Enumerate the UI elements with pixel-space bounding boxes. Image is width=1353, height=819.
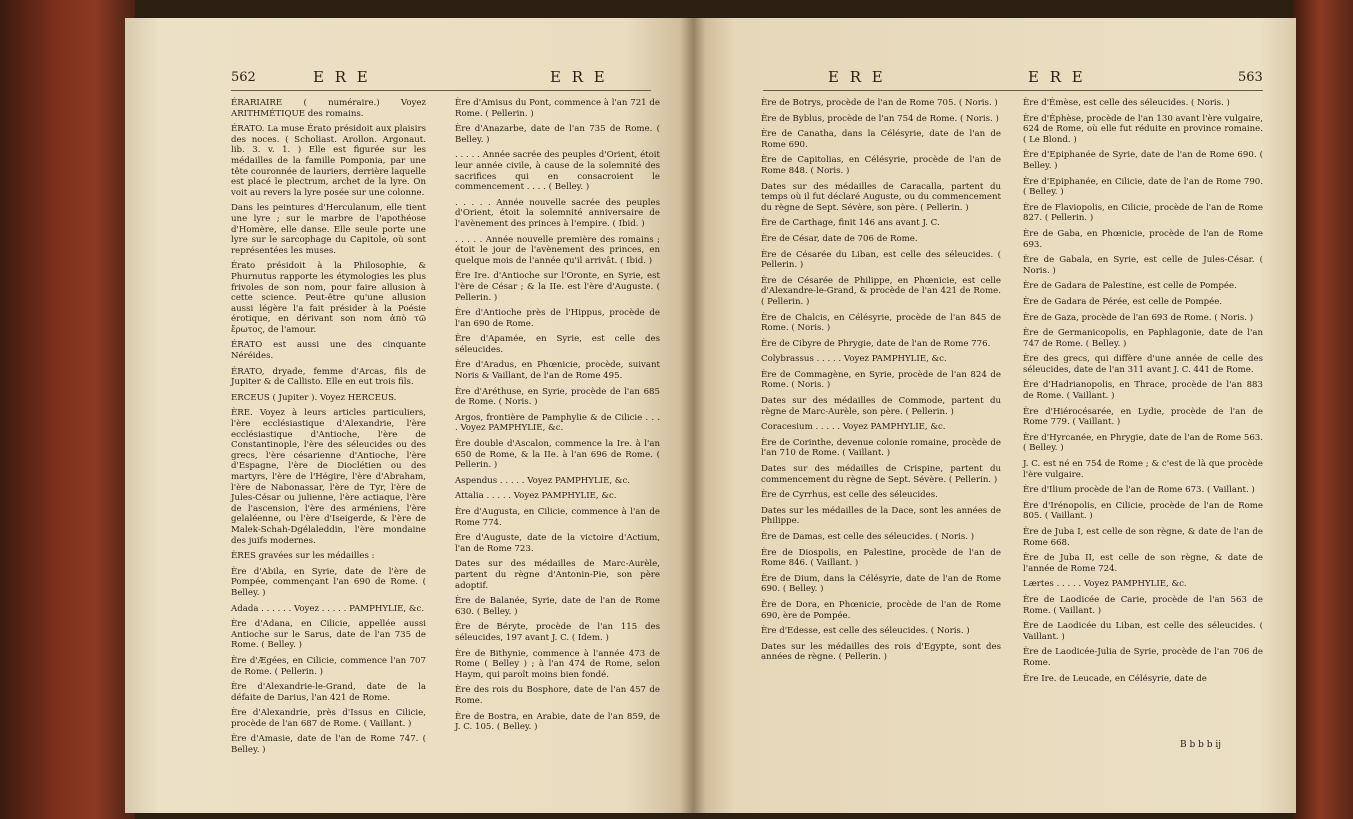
entry-paragraph: J. C. est né en 754 de Rome ; & c'est de là que procède l'ère vulgaire.	[1023, 459, 1263, 480]
page-number-left: 562	[231, 70, 256, 85]
entry-paragraph: Ère de Flaviopolis, en Cilicie, procède de l'an de Rome 827. ( Pellerin. )	[1023, 202, 1263, 224]
entry-paragraph: Ère d'Auguste, date de la victoire d'Actium, l'an de Rome 723.	[455, 533, 660, 554]
entry-paragraph: Ère d'Émèse, est celle des séleucides. ( Noris. )	[1023, 98, 1230, 108]
right-page-column-2	[1023, 98, 1263, 689]
left-page-column-1	[231, 98, 426, 761]
running-head-left-col1: E R E	[313, 68, 371, 86]
running-head-left-col2: E R E	[550, 68, 608, 86]
entry-paragraph: Ère d'Apamée, en Syrie, est celle des séleucides.	[455, 334, 660, 355]
entry-paragraph: Ère d'Edesse, est celle des séleucides. ( Noris. )	[761, 626, 970, 637]
entry-paragraph: Ère d'Hyrcanée, en Phrygie, date de l'an de Rome 563. ( Belley. )	[1023, 432, 1263, 454]
entry-paragraph: Ère d'Alexandrie, près d'Issus en Cilicie, procède de l'an 687 de Rome. ( Vaillant. )	[231, 708, 426, 729]
entry-paragraph: Dates sur des médailles de Crispine, partent du commencement du règne de Sept. Sévère. ( Pellerin. )	[761, 464, 1001, 485]
entry-paragraph: . . . . . Année nouvelle première des romains ; étoit le jour de l'avènement des princes, en quelque mois de l'année qu'il arrivât. ( Ibid. )	[455, 234, 660, 266]
entry-paragraph: Ère de Gadara de Pérée, est celle de Pompée.	[1023, 296, 1223, 307]
header-rule	[231, 90, 651, 91]
entry-paragraph: Ère double d'Ascalon, commence la Ire. à l'an 650 de Rome, & la IIe. à l'an 696 de Rome. ( Pellerin. )	[455, 439, 660, 471]
entry-paragraph: Ère d'Ægées, en Cilicie, commence l'an 707 de Rome. ( Pellerin. )	[231, 655, 426, 677]
entry-paragraph: Ère d'Alexandrie-le-Grand, date de la défaite de Darius, l'an 421 de Rome.	[231, 682, 426, 703]
entry-paragraph: Ère de Byblus, procède de l'an 754 de Rome. ( Noris. )	[761, 113, 999, 124]
right-page-column-1	[761, 98, 1001, 668]
entry-paragraph: Ère de Gaba, en Phœnicie, procède de l'an de Rome 693.	[1023, 228, 1263, 250]
entry-paragraph: Érato présidoit à la Philosophie, & Phurnutus rapporte les étymologies les plus frivoles de son nom, pour faire allusion à cette science. Peut-être qu'une allusion aussi légère l'a fait présider à la Poésie érotique, en dérivant son nom ἀπὸ τῶ ἔρωτος, de l'amour.	[231, 261, 426, 335]
entry-paragraph: Ère des grecs, qui diffère d'une année de celle des séleucides, date de l'an 311 avant J. C. 441 de Rome.	[1023, 354, 1263, 375]
entry-paragraph: Ère de Cibyre de Phrygie, date de l'an de Rome 776.	[761, 338, 991, 349]
entry-paragraph: . . . . . Année nouvelle sacrée des peuples d'Orient, étoit la solemnité anniversaire de l'avènement des princes à l'empire. ( Ibid. )	[455, 197, 660, 229]
entry-paragraph: Ère d'Aradus, en Phœnicie, procède, suivant Noris & Vaillant, de l'an de Rome 495.	[455, 360, 660, 382]
entry-paragraph: Ère de Laodicée du Liban, est celle des séleucides. ( Vaillant. )	[1023, 621, 1263, 642]
entry-paragraph: Ère d'Éphèse, procède de l'an 130 avant l'ère vulgaire, 624 de Rome, où elle fut réduite en province romaine. ( Le Blond. )	[1023, 113, 1263, 145]
entry-paragraph: Ère Ire. de Leucade, en Célésyrie, date de	[1023, 673, 1207, 684]
entry-paragraph: Attalia . . . . . Voyez PAMPHYLIE, &c.	[455, 491, 617, 502]
entry-paragraph: Dates sur les médailles de la Dace, sont les années de Philippe.	[761, 505, 1001, 527]
entry-paragraph: Ère de Juba II, est celle de son règne, & date de l'année de Rome 724.	[1023, 553, 1263, 574]
entry-paragraph: Ère de Germanicopolis, en Paphlagonie, date de l'an 747 de Rome. ( Belley. )	[1023, 328, 1263, 349]
entry-paragraph: Ère d'Hiérocésarée, en Lydie, procède de l'an de Rome 779. ( Vaillant. )	[1023, 406, 1263, 428]
entry-paragraph: Ère de Béryte, procède de l'an 115 des séleucides, 197 avant J. C. ( Idem. )	[455, 622, 660, 643]
entry-paragraph: Ère d'Anazarbe, date de l'an 735 de Rome. ( Belley. )	[455, 124, 660, 145]
entry-paragraph: Ère de Dium, dans la Célésyrie, date de l'an de Rome 690. ( Belley. )	[761, 573, 1001, 595]
entry-paragraph: Dans les peintures d'Herculanum, elle tient une lyre ; sur le marbre de l'apothéose d'Homère, elle danse. Elle seule porte une lyre sur le sarcophage du Capitole, où sont représentées les muses.	[231, 203, 426, 256]
entry-paragraph: Ère d'Hadrianopolis, en Thrace, procède de l'an 883 de Rome. ( Vaillant. )	[1023, 380, 1263, 402]
running-head-right-col1: E R E	[828, 68, 886, 86]
entry-paragraph: Ère de Laodicée-Julia de Syrie, procède de l'an 706 de Rome.	[1023, 647, 1263, 668]
entry-paragraph: Ère de Bithynie, commence à l'année 473 de Rome ( Belley ) ; à l'an 474 de Rome, selon Haym, qui paroît moins bien fondé.	[455, 648, 660, 680]
entry-paragraph: Ère de Capitolias, en Célésyrie, procède de l'an de Rome 848. ( Noris. )	[761, 155, 1001, 176]
entry-paragraph: Ère de Diospolis, en Palestine, procède de l'an de Rome 846. ( Vaillant. )	[761, 547, 1001, 569]
entry-paragraph: Ère d'Aréthuse, en Syrie, procède de l'an 685 de Rome. ( Noris. )	[455, 386, 660, 408]
entry-paragraph: Ère de Gadara de Palestine, est celle de Pompée.	[1023, 281, 1237, 292]
entry-paragraph: ERCEUS ( Jupiter ). Voyez HERCEUS.	[231, 392, 397, 403]
running-head-right-col2: E R E	[1028, 68, 1086, 86]
entry-paragraph: Ère de Commagène, en Syrie, procède de l'an 824 de Rome. ( Noris. )	[761, 369, 1001, 391]
entry-paragraph: ÉRATO. La muse Érato présidoit aux plaisirs des noces. ( Scholiast. Arollon. Argonaut. lib. 3. v. 1. ) Elle est figurée sur les médailles de la famille Pomponia, par une tête couronnée de lauriers, derrière laquelle est placé le plectrum, archet de la lyre. On voit au revers la lyre posée sur une colonne.	[231, 124, 426, 198]
entry-paragraph: Dates sur des médailles de Caracalla, partent du temps où il fut déclaré Auguste, ou du commencement du règne de Sept. Sévère, son père. ( Pellerin. )	[761, 181, 1001, 213]
entry-paragraph: Ère Ire. d'Antioche sur l'Oronte, en Syrie, est l'ère de César ; & la IIe. est l'ère d'Auguste. ( Pellerin. )	[455, 271, 660, 303]
entry-paragraph: Ère d'Ilium procède de l'an de Rome 673. ( Vaillant. )	[1023, 485, 1255, 496]
entry-paragraph: Ère de Laodicée de Carie, procède de l'an 563 de Rome. ( Vaillant. )	[1023, 594, 1263, 616]
entry-paragraph: Ère de Carthage, finit 146 ans avant J. C.	[761, 218, 940, 229]
entry-paragraph: Ère de Dora, en Phœnicie, procède de l'an de Rome 690, ère de Pompée.	[761, 599, 1001, 621]
entry-paragraph: Ère de Gaza, procède de l'an 693 de Rome. ( Noris. )	[1023, 312, 1254, 323]
entry-paragraph: Ère de Balanée, Syrie, date de l'an de Rome 630. ( Belley. )	[455, 596, 660, 617]
entry-paragraph: . . . . . Année sacrée des peuples d'Orient, étoit leur année civile, à cause de la solemnité des sacrifices qui en consacroient le commencement . . . . ( Belley. )	[455, 150, 660, 193]
entry-paragraph: Ère d'Amisus du Pont, commence à l'an 721 de Rome. ( Pellerin. )	[455, 98, 660, 119]
left-page	[125, 18, 693, 813]
entry-paragraph: Lærtes . . . . . Voyez PAMPHYLIE, &c.	[1023, 579, 1187, 590]
entry-paragraph: Ère de Juba I, est celle de son règne, & date de l'an de Rome 668.	[1023, 527, 1263, 548]
entry-paragraph: Dates sur des médailles de Marc-Aurèle, partent du règne d'Antonin-Pie, son père adoptif.	[455, 559, 660, 591]
entry-paragraph: Adada . . . . . . Voyez . . . . . PAMPHYLIE, &c.	[231, 603, 425, 614]
entry-paragraph: Ère d'Antioche près de l'Hippus, procède de l'an 690 de Rome.	[455, 308, 660, 329]
entry-paragraph: Ère d'Adana, en Cilicie, appellée aussi Antioche sur le Sarus, date de l'an 735 de Rome. ( Belley. )	[231, 619, 426, 651]
entry-paragraph: Ère de Botrys, procède de l'an de Rome 705. ( Noris. )	[761, 98, 998, 108]
entry-paragraph: ÈRE. Voyez à leurs articles particuliers, l'ère ecclésiastique d'Alexandrie, l'ère ecclésiastique d'Antioche, l'ère de Constantinople, l'ère des séleucides ou des grecs, l'ère césarienne d'Antioche, l'ère d'Espagne, l'ère de Dioclétien ou des martyrs, l'ère de l'Hégire, l'ère d'Abraham, l'ère de Nabonassar, l'ère de Tyr, l'ère de Jules-César ou julienne, l'ère actiaque, l'ère de l'ascension, l'ère des arméniens, l'ère gelaléenne, ou l'ère d'Iseigerde, & l'ère de Malek-Schah-Dgélaleddin, l'ère mondaine des juifs modernes.	[231, 408, 426, 546]
entry-paragraph: ÉRARIAIRE ( numéraire.) Voyez ARITHMÉTIQUE des romains.	[231, 98, 426, 119]
entry-paragraph: Ère de César, date de 706 de Rome.	[761, 233, 918, 244]
entry-paragraph: Ère de Bostra, en Arabie, date de l'an 859, de J. C. 105. ( Belley. )	[455, 711, 660, 733]
right-cover-binding	[1293, 0, 1353, 819]
entry-paragraph: Ère de Damas, est celle des séleucides. ( Noris. )	[761, 532, 975, 542]
entry-paragraph: Ère de Gabala, en Syrie, est celle de Jules-César. ( Noris. )	[1023, 255, 1263, 276]
right-page	[693, 18, 1296, 813]
entry-paragraph: Ère d'Epiphanée, en Cilicie, date de l'an de Rome 790. ( Belley. )	[1023, 176, 1263, 198]
entry-paragraph: Coracesium . . . . . Voyez PAMPHYLIE, &c.	[761, 422, 946, 433]
entry-paragraph: Ère de Césarée du Liban, est celle des séleucides. ( Pellerin. )	[761, 249, 1001, 271]
entry-paragraph: Ère de Césarée de Philippe, en Phœnicie, est celle d'Alexandre-le-Grand, & procède de l'an 421 de Rome. ( Pellerin. )	[761, 275, 1001, 307]
entry-paragraph: Colybrassus . . . . . Voyez PAMPHYLIE, &c.	[761, 354, 947, 365]
entry-paragraph: Ère d'Irénopolis, en Cilicie, procède de l'an de Rome 805. ( Vaillant. )	[1023, 500, 1263, 522]
page-number-right: 563	[1238, 70, 1263, 85]
entry-paragraph: Ère de Canatha, dans la Célésyrie, date de l'an de Rome 690.	[761, 129, 1001, 150]
printer-signature: B b b b ij	[1180, 740, 1222, 750]
entry-paragraph: Ère de Chalcis, en Célésyrie, procède de l'an 845 de Rome. ( Noris. )	[761, 312, 1001, 334]
entry-paragraph: Ère d'Augusta, en Cilicie, commence à l'an de Rome 774.	[455, 507, 660, 528]
entry-paragraph: Dates sur les médailles des rois d'Egypte, sont des années de règne. ( Pellerin. )	[761, 641, 1001, 663]
entry-paragraph: Ère des rois du Bosphore, date de l'an 457 de Rome.	[455, 685, 660, 706]
entry-paragraph: Dates sur des médailles de Commode, partent du règne de Marc-Aurèle, son père. ( Pellerin. )	[761, 396, 1001, 417]
entry-paragraph: Ère de Cyrrhus, est celle des séleucides.	[761, 490, 938, 501]
left-page-column-2	[455, 98, 660, 738]
book-gutter	[680, 18, 706, 813]
left-cover-binding	[0, 0, 135, 819]
entry-paragraph: Ère d'Amasie, date de l'an de Rome 747. ( Belley. )	[231, 734, 426, 756]
entry-paragraph: ÈRES gravées sur les médailles :	[231, 551, 375, 562]
entry-paragraph: Aspendus . . . . . Voyez PAMPHYLIE, &c.	[455, 475, 631, 486]
entry-paragraph: ÉRATO, dryade, femme d'Arcas, fils de Jupiter & de Callisto. Elle en eut trois fils.	[231, 366, 426, 388]
entry-paragraph: ÉRATO est aussi une des cinquante Néréides.	[231, 340, 426, 362]
entry-paragraph: Ère de Corinthe, devenue colonie romaine, procède de l'an 710 de Rome. ( Vaillant. )	[761, 437, 1001, 459]
header-rule	[763, 90, 1263, 91]
entry-paragraph: Argos, frontière de Pamphylie & de Cilicie . . . . Voyez PAMPHYLIE, &c.	[455, 412, 660, 434]
entry-paragraph: Ère d'Abila, en Syrie, date de l'ère de Pompée, commençant l'an 690 de Rome. ( Belley. )	[231, 566, 426, 598]
entry-paragraph: Ère d'Epiphanée de Syrie, date de l'an de Rome 690. ( Belley. )	[1023, 150, 1263, 171]
